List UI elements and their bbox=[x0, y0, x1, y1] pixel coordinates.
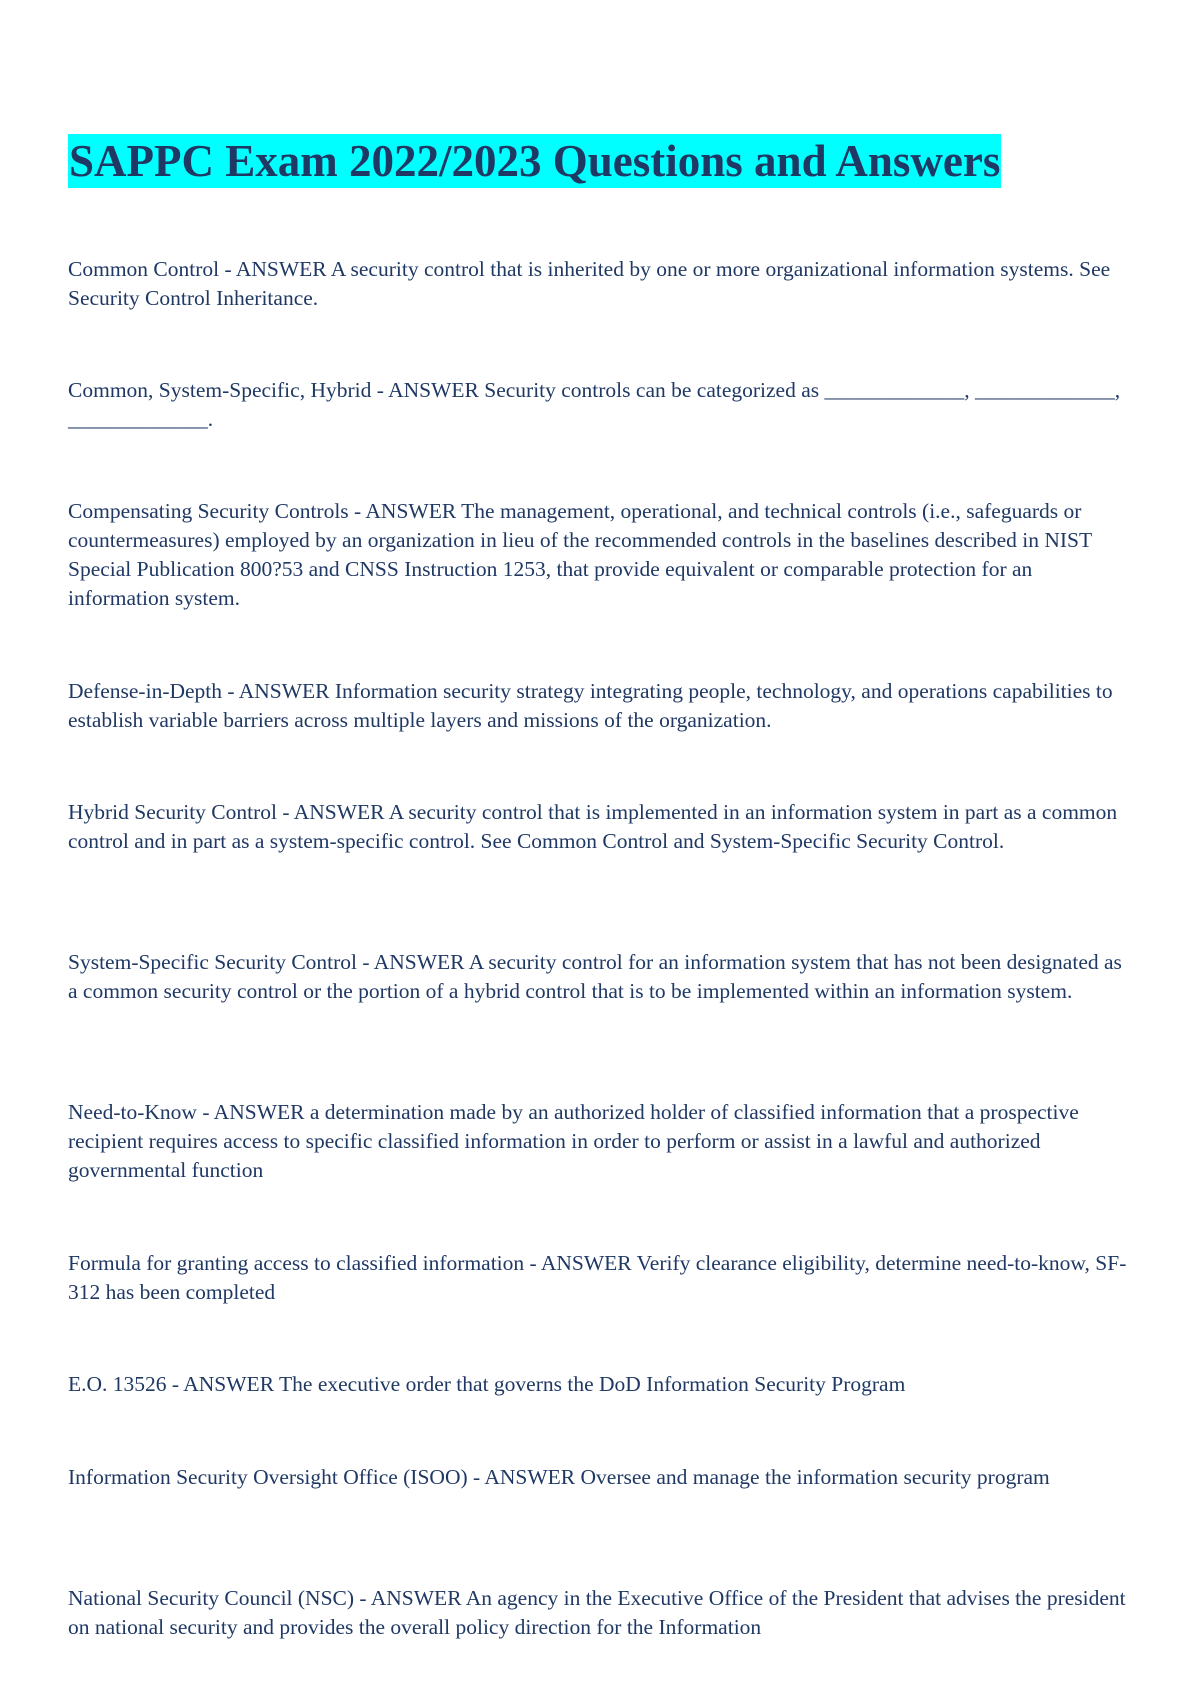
qa-entry-compensating-security-controls: Compensating Security Controls - ANSWER The management, operational, and technical controls (i.e., safeguards or countermeasures) employed by an organization in lieu of the recommended controls in the baselines described in NIST Special Publication 800?53 and CNSS Instruction 1253, that provide equivalent or comparable protection for an information system. bbox=[68, 499, 1092, 610]
qa-entry-common-control: Common Control - ANSWER A security control that is inherited by one or more organizational information systems. See Security Control Inheritance. bbox=[68, 257, 1111, 310]
qa-entry-nsc: National Security Council (NSC) - ANSWER An agency in the Executive Office of the President that advises the president on national security and provides the overall policy direction for the Information bbox=[68, 1586, 1126, 1639]
qa-entry-eo-13526: E.O. 13526 - ANSWER The executive order that governs the DoD Information Security Program bbox=[68, 1372, 906, 1396]
qa-entry-defense-in-depth: Defense-in-Depth - ANSWER Information security strategy integrating people, technology, and operations capabilities to establish variable barriers across multiple layers and missions of the organization. bbox=[68, 679, 1113, 732]
document-title: SAPPC Exam 2022/2023 Questions and Answers bbox=[69, 136, 1001, 186]
qa-entry-isoo: Information Security Oversight Office (ISOO) - ANSWER Oversee and manage the information security program bbox=[68, 1465, 1050, 1489]
qa-entry-common-system-specific-hybrid: Common, System-Specific, Hybrid - ANSWER Security controls can be categorized as _____________, _____________, _____________. bbox=[68, 378, 1121, 431]
qa-entry-formula-granting-access: Formula for granting access to classified information - ANSWER Verify clearance eligibility, determine need-to-know, SF-312 has been completed bbox=[68, 1251, 1127, 1304]
title-block bbox=[68, 134, 1001, 188]
qa-entry-hybrid-security-control: Hybrid Security Control - ANSWER A security control that is implemented in an information system in part as a common control and in part as a system-specific control. See Common Control and System-Specific Security Control. bbox=[68, 800, 1118, 853]
qa-entry-system-specific-security-control: System-Specific Security Control - ANSWER A security control for an information system that has not been designated as a common security control or the portion of a hybrid control that is to be implemented within an information system. bbox=[68, 950, 1122, 1003]
qa-entry-need-to-know: Need-to-Know - ANSWER a determination made by an authorized holder of classified information that a prospective recipient requires access to specific classified information in order to perform or assist in a lawful and authorized governmental function bbox=[68, 1100, 1079, 1182]
